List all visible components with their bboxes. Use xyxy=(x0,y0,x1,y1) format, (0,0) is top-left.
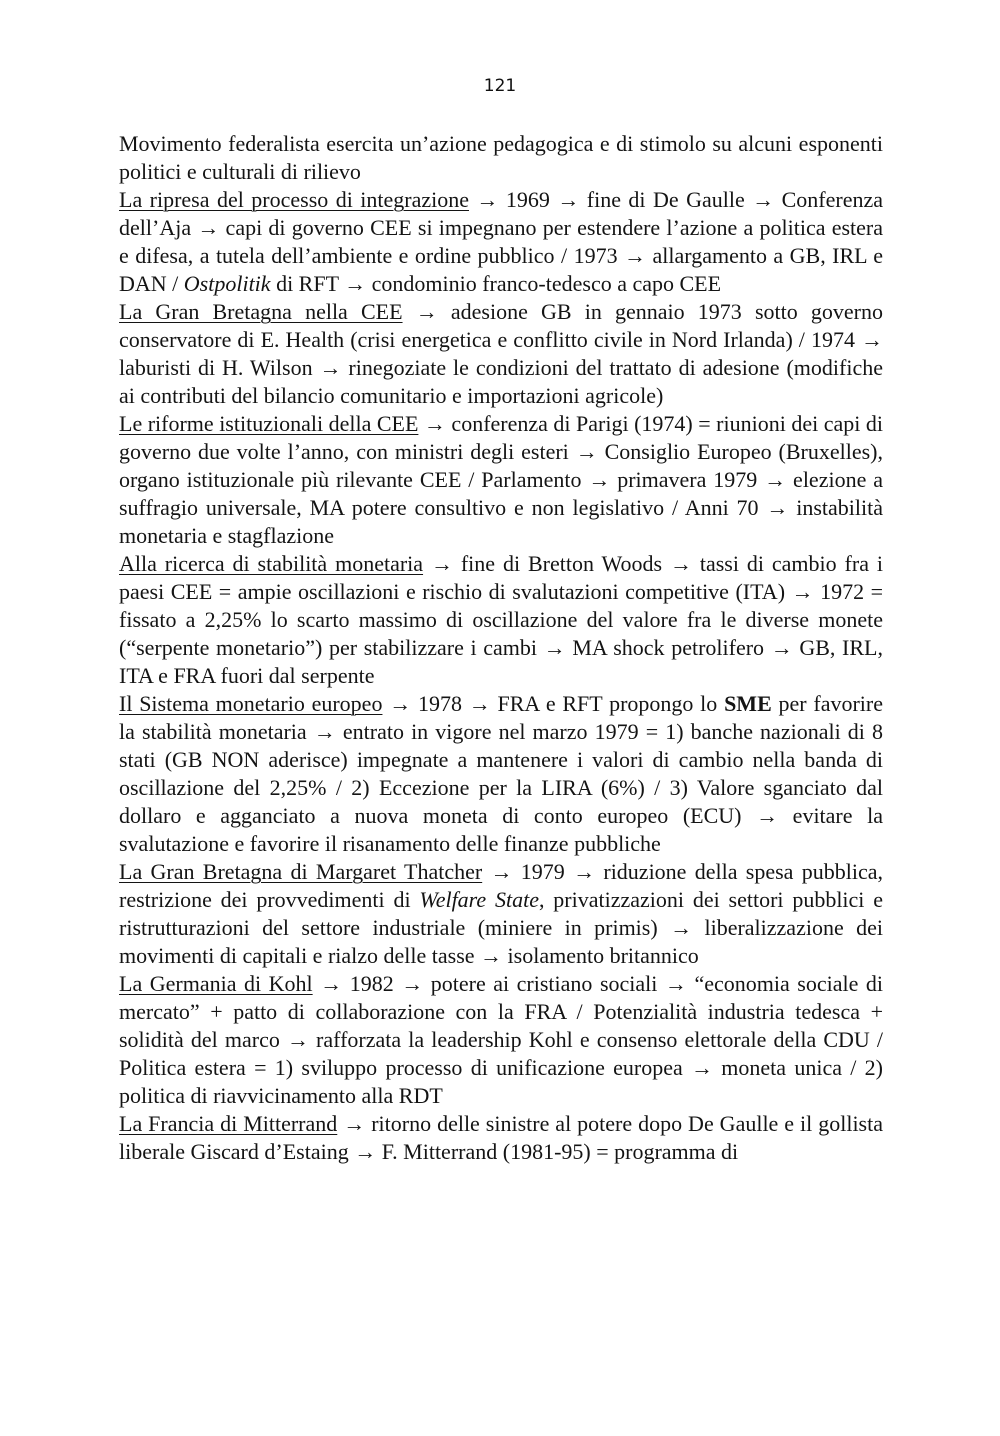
paragraph xyxy=(119,186,883,298)
section-heading: Alla ricerca di stabilità monetaria xyxy=(119,551,424,576)
section-heading: Le riforme istituzionali della CEE xyxy=(119,411,419,436)
paragraph-text: → conferenza di Parigi (1974) = riunioni dei capi di governo due volte l’anno, con ministri degli esteri → Consiglio Europeo (Bruxelles), organo istituzionale più rilevante CEE / Parlamento → primavera 1979 → elezione a suffragio universale, MA potere consultivo e non legislativo / Anni 70 → instabilità monetaria e stagflazione xyxy=(119,411,883,548)
paragraph-text: → 1982 → potere ai cristiano sociali → “economia sociale di mercato” + patto di collaborazione con la FRA / Potenzialità industria tedesca + solidità del marco → rafforzata la leadership Kohl e consenso elettorale della CDU / Politica estera = 1) sviluppo processo di unificazione europea → moneta unica / 2) politica di riavvicinamento alla RDT xyxy=(119,971,883,1108)
section-heading: La Gran Bretagna nella CEE xyxy=(119,299,403,324)
paragraph-text: di RFT → condominio franco-tedesco a capo CEE xyxy=(270,271,722,296)
bold-term: SME xyxy=(724,691,772,716)
paragraph-text: , privatizzazioni dei settori pubblici e ristrutturazioni del settore industriale (miniere in primis) → liberalizzazione dei movimenti di capitali e rialzo delle tasse → isolamento britannico xyxy=(119,887,883,968)
section-heading: La Gran Bretagna di Margaret Thatcher xyxy=(119,859,483,884)
paragraph-text: → adesione GB in gennaio 1973 sotto governo conservatore di E. Health (crisi energetica e conflitto civile in Nord Irlanda) / 1974 → laburisti di H. Wilson → rinegoziate le condizioni del trattato di adesione (modifiche ai contributi del bilancio comunitario e importazioni agricole) xyxy=(119,299,883,408)
paragraph xyxy=(119,550,883,690)
paragraph-text: per favorire la stabilità monetaria → entrato in vigore nel marzo 1979 = 1) banche nazionali di 8 stati (GB NON aderisce) impegnate a mantenere i valori di cambio nella banda di oscillazione del 2,25% / 2) Eccezione per la LIRA (6%) / 3) Valore sganciato dal dollaro e agganciato a nuova moneta di conto europeo (ECU) → evitare la svalutazione e favorire il risanamento delle finanze pubbliche xyxy=(119,691,883,856)
paragraph xyxy=(119,690,883,858)
paragraph-text: → ritorno delle sinistre al potere dopo De Gaulle e il gollista liberale Giscard d’Estaing → F. Mitterrand (1981-95) = programma di xyxy=(119,1111,883,1164)
section-heading: La ripresa del processo di integrazione xyxy=(119,187,469,212)
paragraph xyxy=(119,410,883,550)
paragraph xyxy=(119,298,883,410)
page-body xyxy=(119,130,883,1166)
section-heading: La Germania di Kohl xyxy=(119,971,313,996)
italic-term: Ostpolitik xyxy=(183,271,271,296)
italic-term: Welfare State xyxy=(419,887,539,912)
section-heading: Il Sistema monetario europeo xyxy=(119,691,383,716)
section-heading: La Francia di Mitterrand xyxy=(119,1111,338,1136)
paragraph xyxy=(119,858,883,970)
paragraph-text: → 1979 → riduzione della spesa pubblica, restrizione dei provvedimenti di xyxy=(119,859,883,912)
paragraph-text: → fine di Bretton Woods → tassi di cambio fra i paesi CEE = ampie oscillazioni e rischio di svalutazioni competitive (ITA) → 1972 = fissato a 2,25% lo scarto massimo di oscillazione del valore fra le diverse monete (“serpente monetario”) per stabilizzare i cambi → MA shock petrolifero → GB, IRL, ITA e FRA fuori dal serpente xyxy=(119,551,883,688)
paragraph-text: Movimento federalista esercita un’azione pedagogica e di stimolo su alcuni esponenti politici e culturali di rilievo xyxy=(119,131,883,184)
paragraph xyxy=(119,1110,883,1166)
paragraph-text: → 1978 → FRA e RFT propongo lo xyxy=(382,691,725,716)
paragraph xyxy=(119,970,883,1110)
page-number: 121 xyxy=(483,76,517,96)
paragraph xyxy=(119,130,883,186)
paragraph-text: → 1969 → fine di De Gaulle → Conferenza dell’Aja → capi di governo CEE si impegnano per estendere l’azione a politica estera e difesa, a tutela dell’ambiente e ordine pubblico / 1973 → allargamento a GB, IRL e DAN / xyxy=(119,187,883,296)
